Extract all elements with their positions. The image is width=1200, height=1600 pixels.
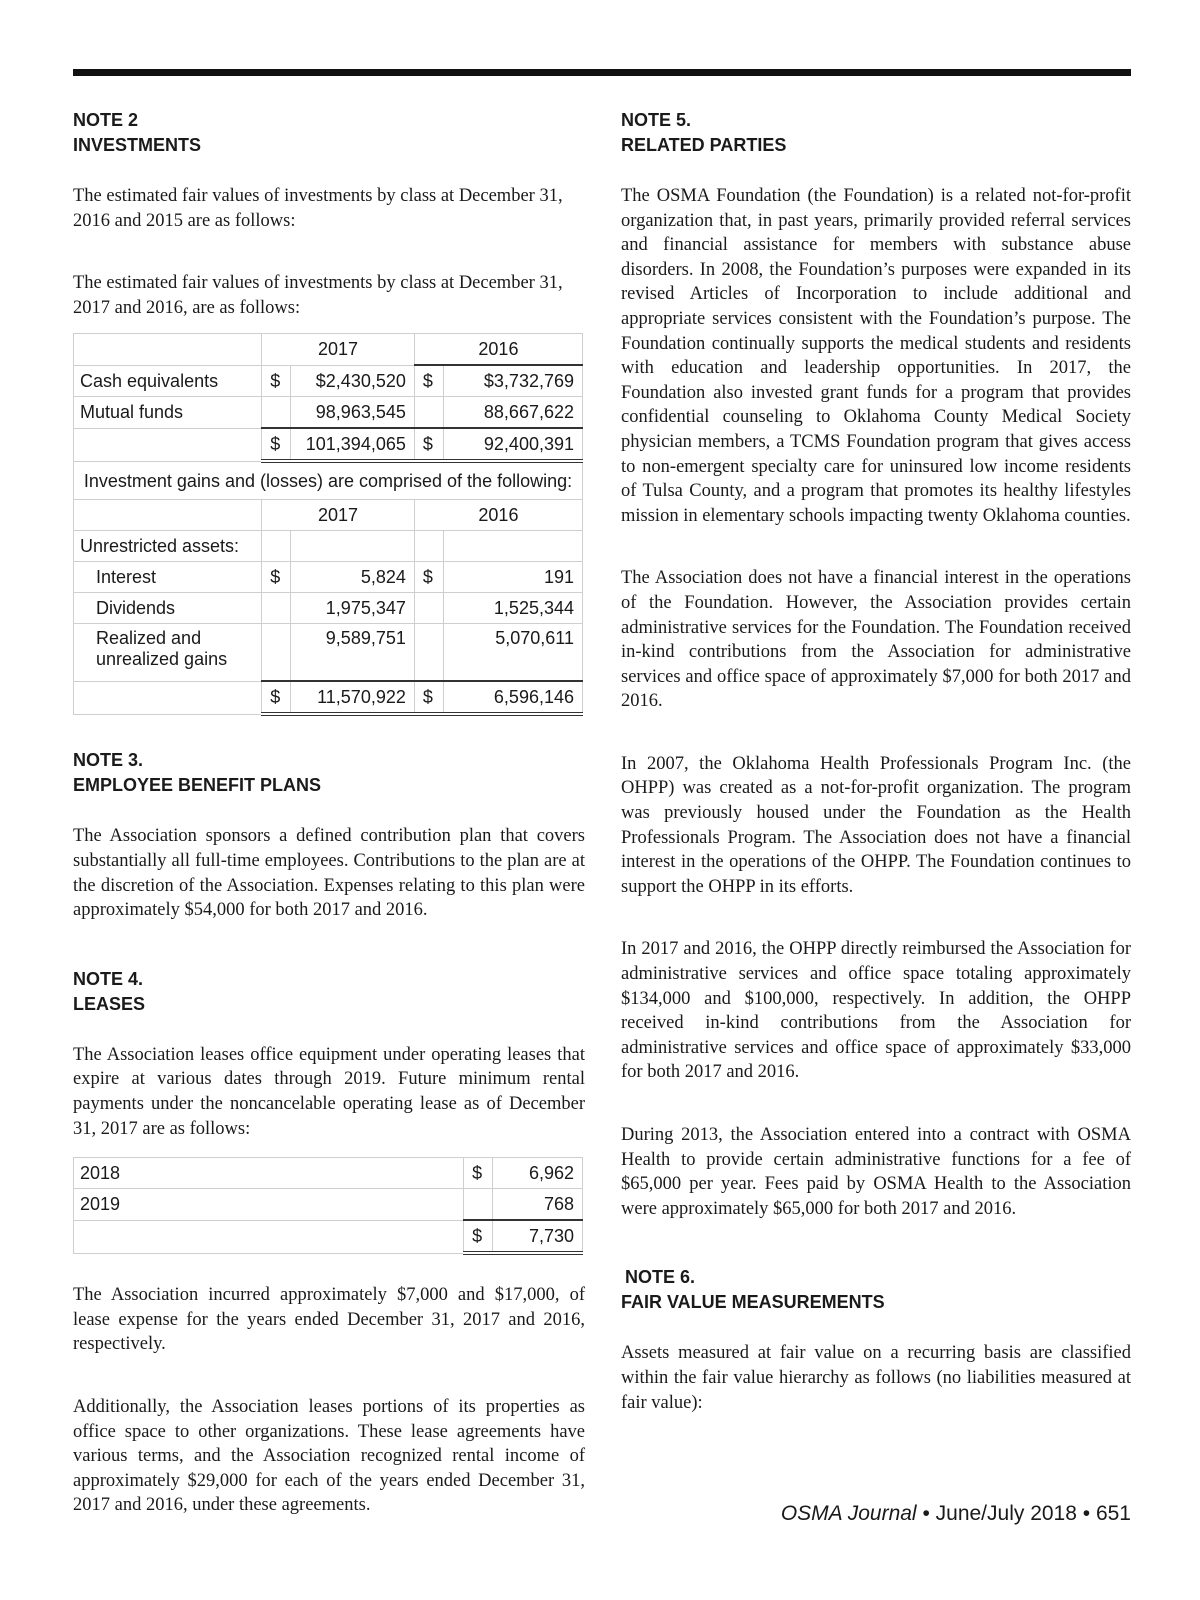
note5-para3: In 2007, the Oklahoma Health Professionals Program Inc. (the OHPP) was created as a not-for-profit organization. The program was previously housed under the Foundation as the Health Professionals Program. The Association does not have a financial interest in the operations of the OHPP. The Foundation continues to support the OHPP in its efforts.	[621, 753, 1131, 897]
note5-number: NOTE 5.	[621, 110, 692, 130]
note4-heading	[73, 967, 585, 1017]
note2-para1: The estimated fair values of investments by class at December 31, 2016 and 2015 are as follows:	[73, 186, 563, 231]
note4-para1: The Association leases office equipment under operating leases that expire at various dates through 2019. Future minimum rental payments under the noncancelable operating lease as of December 31, 2017 are as follows:	[73, 1044, 585, 1139]
note6-para1: Assets measured at fair value on a recurring basis are classified within the fair value hierarchy as follows (no liabilities measured at fair value):	[621, 1343, 1131, 1413]
note3-para1: The Association sponsors a defined contribution plan that covers substantially all full-time employees. Contributions to the plan are at the discretion of the Association. Expenses relating to this plan were approximately $54,000 for both 2017 and 2016.	[73, 826, 585, 921]
note6-title: FAIR VALUE MEASUREMENTS	[621, 1292, 885, 1313]
investments-table	[73, 333, 583, 716]
note2-number: NOTE 2	[73, 110, 139, 130]
note2-heading	[73, 108, 585, 158]
table1-col-2016: 2016	[414, 334, 582, 366]
table-row: Dividends 1,975,347 1,525,344	[74, 593, 583, 624]
note4-number: NOTE 4.	[73, 968, 144, 989]
gains-caption: Investment gains and (losses) are comprised of the following:	[74, 461, 583, 500]
note5-title: RELATED PARTIES	[621, 135, 787, 155]
note3-number: NOTE 3.	[73, 750, 144, 771]
note6-number: NOTE 6.	[625, 1267, 696, 1288]
issue-date: June/July 2018	[935, 1502, 1077, 1525]
section-label: Unrestricted assets:	[74, 531, 262, 562]
page-number: 651	[1095, 1502, 1131, 1525]
note3-title: EMPLOYEE BENEFIT PLANS	[73, 775, 322, 796]
table1-col-2017: 2017	[262, 334, 415, 366]
right-column	[621, 108, 1131, 1415]
table-row: Cash equivalents $ $2,430,520 $ $3,732,769	[74, 365, 583, 397]
table-row: Interest $ 5,824 $ 191	[74, 562, 583, 593]
note4-para2: The Association incurred approximately $7,000 and $17,000, of lease expense for the years ended December 31, 2017 and 2016, respectively.	[73, 1285, 585, 1355]
note5-para1: The OSMA Foundation (the Foundation) is a related not-for-profit organization that, in past years, primarily provided referral services and financial assistance for members with substance abuse disorders. In 2008, the Foundation’s purposes were expanded in its revised Articles of Incorporation to include additional and appropriate services consistent with the Foundation’s purpose. The Foundation continually supports the medical students and residents with education and leadership opportunities. In 2017, the Foundation also invested grant funds for a program that provides confidential counseling to Oklahoma County Medical Society physician members, a TCMS Foundation program that gives access to non-emergent specialty care for uninsured low income residents of Tulsa County, and a program that promotes its healthy lifestyles mission in elementary schools impacting twenty Oklahoma counties.	[621, 186, 1131, 526]
table-row: 2018 $ 6,962	[74, 1158, 583, 1189]
note5-para5: During 2013, the Association entered into a contract with OSMA Health to provide certain administrative functions for a fee of $65,000 per year. Fees paid by OSMA Health to the Association were approximately $65,000 for both 2017 and 2016.	[621, 1125, 1131, 1219]
table-row: $ 11,570,922 $ 6,596,146	[74, 681, 583, 714]
note5-para4: In 2017 and 2016, the OHPP directly reimbursed the Association for administrative services and office space totaling approximately $134,000 and $100,000, respectively. In addition, the OHPP received in-kind contributions from the Association for administrative services and office space of approximately $33,000 for both 2017 and 2016.	[621, 939, 1131, 1083]
note4-title: LEASES	[73, 993, 146, 1014]
top-rule	[73, 69, 1131, 76]
table-row: $ 7,730	[74, 1220, 583, 1253]
table2-col-2016: 2016	[414, 500, 582, 531]
journal-name: OSMA Journal	[780, 1502, 917, 1525]
note5-heading	[621, 108, 1131, 158]
table-row: $ 101,394,065 $ 92,400,391	[74, 428, 583, 461]
lease-table	[73, 1157, 583, 1255]
table-row: 2019 768	[74, 1189, 583, 1221]
note2-para2: The estimated fair values of investments by class at December 31, 2017 and 2016, are as follows:	[73, 273, 563, 318]
note6-heading	[621, 1265, 1131, 1315]
table-row: Realized and unrealized gains 9,589,751 5,070,611	[74, 624, 583, 682]
table2-col-2017: 2017	[262, 500, 415, 531]
note2-title: INVESTMENTS	[73, 135, 202, 155]
note4-para3: Additionally, the Association leases portions of its properties as office space to other organizations. These lease agreements have various terms, and the Association recognized rental income of approximately $29,000 for each of the years ended December 31, 2017 and 2016, under these agreements.	[73, 1396, 585, 1516]
left-column	[73, 108, 585, 1518]
note5-para2: The Association does not have a financial interest in the operations of the Foundation. However, the Association provides certain administrative services for the Foundation. The Foundation received in-kind contributions from the Association for administrative services and office space of approximately $7,000 for both 2017 and 2016.	[621, 568, 1131, 712]
table-row: Mutual funds 98,963,545 88,667,622	[74, 397, 583, 429]
page-footer: OSMA Journal • June/July 2018 • 651	[780, 1502, 1131, 1525]
note3-heading	[73, 748, 585, 798]
